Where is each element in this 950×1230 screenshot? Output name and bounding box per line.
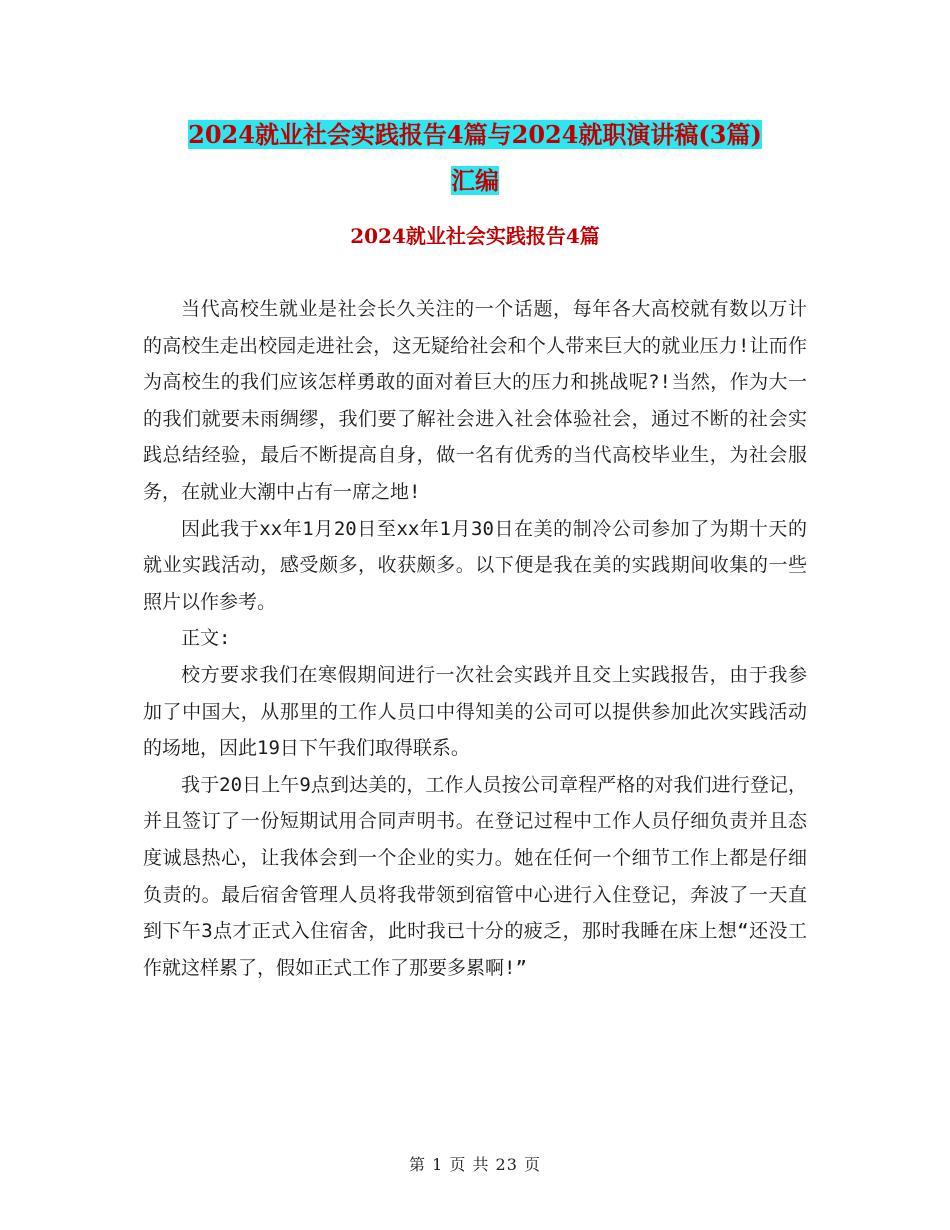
page-footer: 第 1 页 共 23 页 — [409, 1155, 541, 1174]
document-body — [143, 291, 807, 986]
document-title — [140, 112, 810, 204]
paragraph: 当代高校生就业是社会长久关注的一个话题，每年各大高校就有数以万计的高校生走出校园走进社会，这无疑给社会和个人带来巨大的就业压力!让而作为高校生的我们应该怎样勇敢的面对着巨大的压力和挑战呢?!当然，作为大一的我们就要未雨绸缪，我们要了解社会进入社会体验社会，通过不断的社会实践总结经验，最后不断提高自身，做一名有优秀的当代高校毕业生，为社会服务，在就业大潮中占有一席之地! — [143, 298, 807, 503]
document-title-line-1: 2024就业社会实践报告4篇与2024就职演讲稿(3篇) — [188, 120, 762, 149]
paragraph: 正文: — [181, 627, 231, 650]
section-subtitle: 2024就业社会实践报告4篇 — [350, 224, 600, 248]
document-title-line-2: 汇编 — [451, 166, 499, 195]
paragraph: 因此我于xx年1月20日至xx年1月30日在美的制冷公司参加了为期十天的就业实践活动，感受颇多，收获颇多。以下便是我在美的实践期间收集的一些照片以作参考。 — [143, 517, 807, 613]
paragraph: 我于20日上午9点到达美的，工作人员按公司章程严格的对我们进行登记，并且签订了一份短期试用合同声明书。在登记过程中工作人员仔细负责并且态度诚恳热心，让我体会到一个企业的实力。她在任何一个细节工作上都是仔细负责的。最后宿舍管理人员将我带领到宿管中心进行入住登记，奔波了一天直到下午3点才正式入住宿舍，此时我已十分的疲乏，那时我睡在床上想“还没工作就这样累了，假如正式工作了那要多累啊!” — [143, 773, 807, 979]
paragraph: 校方要求我们在寒假期间进行一次社会实践并且交上实践报告，由于我参加了中国大，从那里的工作人员口中得知美的公司可以提供参加此次实践活动的场地，因此19日下午我们取得联系。 — [143, 663, 807, 760]
